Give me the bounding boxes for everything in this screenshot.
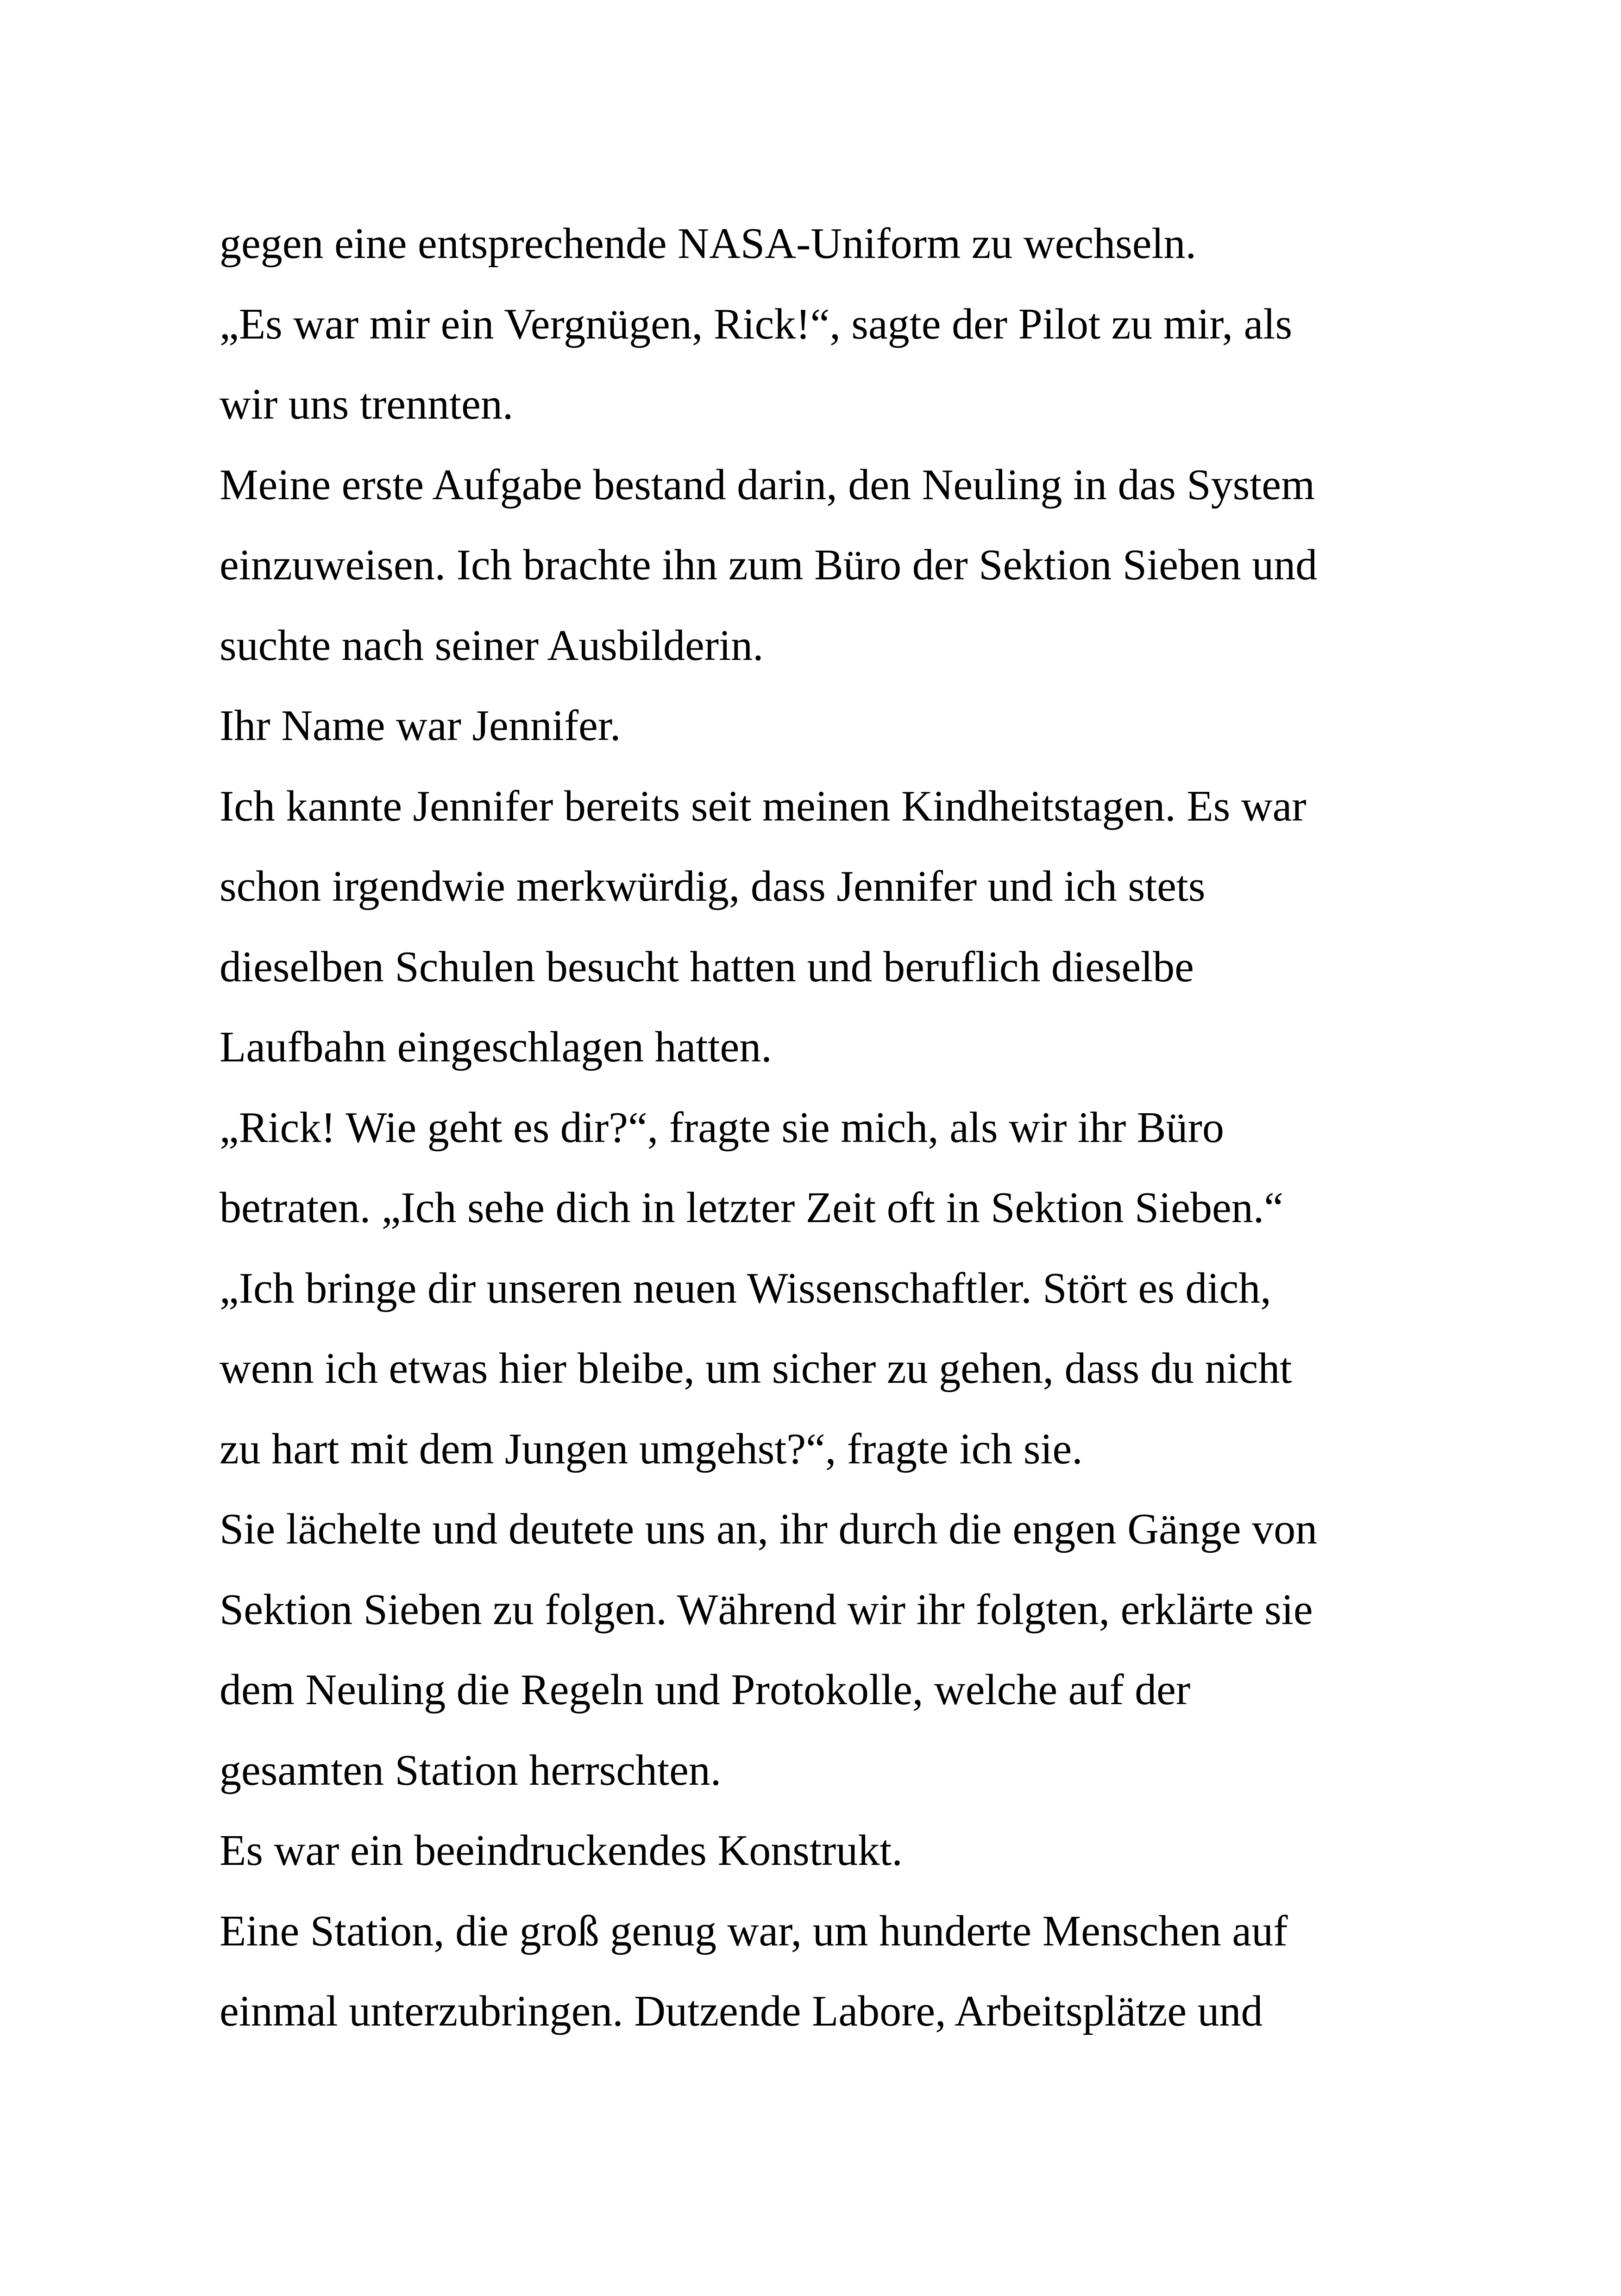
text-line: „Ich bringe dir unseren neuen Wissenschaftler. Stört es dich,: [220, 1264, 1271, 1312]
text-line: zu hart mit dem Jungen umgehst?“, fragte ich sie.: [220, 1424, 1083, 1473]
text-line: Sie lächelte und deutete uns an, ihr durch die engen Gänge von: [220, 1505, 1318, 1553]
text-line: suchte nach seiner Ausbilderin.: [220, 621, 764, 670]
text-line: dieselben Schulen besucht hatten und beruflich dieselbe: [220, 942, 1194, 991]
text-line: „Es war mir ein Vergnügen, Rick!“, sagte der Pilot zu mir, als: [220, 300, 1293, 348]
text-line: dem Neuling die Regeln und Protokolle, welche auf der: [220, 1666, 1191, 1714]
text-line: „Rick! Wie geht es dir?“, fragte sie mich, als wir ihr Büro: [220, 1103, 1224, 1152]
text-line: wir uns trennten.: [220, 380, 514, 428]
text-line: Laufbahn eingeschlagen hatten.: [220, 1023, 772, 1071]
text-line: gesamten Station herrschten.: [220, 1746, 722, 1794]
text-line: betraten. „Ich sehe dich in letzter Zeit oft in Sektion Sieben.“: [220, 1184, 1283, 1232]
text-line: wenn ich etwas hier bleibe, um sicher zu gehen, dass du nicht: [220, 1344, 1292, 1393]
text-line: Ihr Name war Jennifer.: [220, 702, 621, 750]
text-line: Sektion Sieben zu folgen. Während wir ihr folgten, erklärte sie: [220, 1585, 1313, 1634]
text-line: Meine erste Aufgabe bestand darin, den Neuling in das System: [220, 460, 1315, 509]
text-line: einmal unterzubringen. Dutzende Labore, Arbeitsplätze und: [220, 1987, 1263, 2035]
text-line: einzuweisen. Ich brachte ihn zum Büro der Sektion Sieben und: [220, 541, 1318, 589]
text-line: Es war ein beeindruckendes Konstrukt.: [220, 1826, 903, 1875]
text-line: Eine Station, die groß genug war, um hunderte Menschen auf: [220, 1907, 1288, 1955]
text-line: gegen eine entsprechende NASA-Uniform zu wechseln.: [220, 220, 1197, 268]
body-text: [220, 204, 1470, 2052]
text-line: schon irgendwie merkwürdig, dass Jennifer und ich stets: [220, 862, 1206, 910]
text-line: Ich kannte Jennifer bereits seit meinen Kindheitstagen. Es war: [220, 782, 1307, 830]
